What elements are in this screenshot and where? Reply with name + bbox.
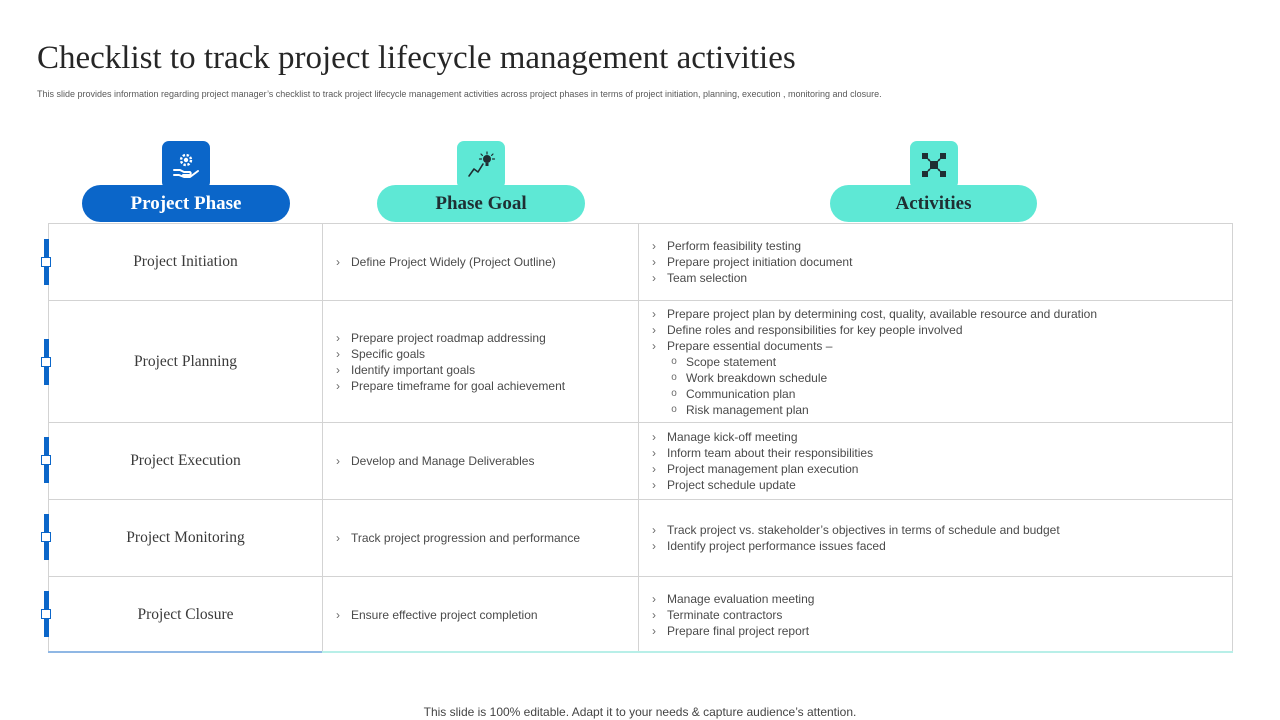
list-item	[647, 607, 814, 623]
list-item-text: Specific goals	[351, 346, 426, 361]
slide-subtitle: This slide provides information regarding project manager’s checklist to track project lifecycle management activities across project phases in terms of project initiation, planning, execution , monitoring and closure.	[37, 89, 882, 99]
goal-cell	[323, 577, 639, 652]
bullet-icon: ›	[652, 322, 656, 337]
header-activities: Activities	[830, 185, 1037, 222]
bullet-icon: ›	[336, 454, 340, 468]
list-item-text: Communication plan	[686, 386, 796, 401]
list-item-text: Prepare project initiation document	[667, 255, 853, 269]
list-item-text: Risk management plan	[686, 402, 809, 417]
bullet-icon: ›	[652, 478, 656, 492]
header-project-phase: Project Phase	[82, 185, 290, 222]
sub-bullet-icon: o	[671, 371, 677, 383]
bullet-icon: ›	[336, 255, 340, 269]
list-item-text: Perform feasibility testing	[667, 239, 802, 253]
goal-cell	[323, 500, 639, 576]
checklist-table	[48, 223, 1233, 653]
list-item-text: Work breakdown schedule	[686, 370, 828, 385]
table-row	[49, 577, 1232, 652]
phase-cell: Project Initiation	[49, 224, 323, 300]
bullet-icon: ›	[652, 539, 656, 553]
activities-cell	[639, 577, 1232, 652]
bullet-icon: ›	[336, 362, 340, 377]
table-bottom-accent-blue	[48, 651, 322, 653]
list-item	[331, 330, 565, 346]
phase-cell: Project Monitoring	[49, 500, 323, 576]
row-marker-node	[41, 455, 51, 465]
list-item	[647, 386, 1097, 402]
list-item-text: Define roles and responsibilities for key people involved	[667, 322, 963, 337]
bullet-icon: ›	[652, 462, 656, 476]
bullet-icon: ›	[652, 523, 656, 537]
activity-list	[647, 429, 873, 493]
list-item	[331, 530, 580, 546]
sub-bullet-icon: o	[671, 355, 677, 367]
network-icon	[910, 141, 958, 189]
list-item	[647, 370, 1097, 386]
table-bottom-accent-teal	[322, 651, 1233, 653]
list-item	[647, 354, 1097, 370]
list-item	[331, 453, 534, 469]
list-item-text: Develop and Manage Deliverables	[351, 454, 535, 468]
bullet-icon: ›	[336, 378, 340, 393]
list-item	[647, 306, 1097, 322]
list-item-text: Track project progression and performance	[351, 531, 580, 545]
list-item-text: Prepare final project report	[667, 623, 810, 638]
list-item	[331, 378, 565, 394]
list-item-text: Identify important goals	[351, 362, 476, 377]
list-item	[647, 461, 873, 477]
list-item	[647, 445, 873, 461]
list-item-text: Terminate contractors	[667, 607, 783, 622]
list-item	[647, 322, 1097, 338]
phase-cell: Project Closure	[49, 577, 323, 652]
activity-list	[647, 522, 1060, 554]
list-item-text: Scope statement	[686, 354, 777, 369]
list-item-text: Project schedule update	[667, 478, 796, 492]
list-item-text: Project management plan execution	[667, 462, 859, 476]
bullet-icon: ›	[652, 271, 656, 285]
list-item-text: Team selection	[667, 271, 748, 285]
table-row	[49, 301, 1232, 423]
list-item	[331, 346, 565, 362]
list-item-text: Track project vs. stakeholder’s objectives in terms of schedule and budget	[667, 523, 1060, 537]
bullet-icon: ›	[336, 531, 340, 545]
list-item	[647, 623, 814, 639]
row-marker-node	[41, 609, 51, 619]
list-item	[331, 362, 565, 378]
row-marker-node	[41, 532, 51, 542]
list-item	[647, 254, 852, 270]
phase-cell: Project Execution	[49, 423, 323, 499]
list-item-text: Manage kick-off meeting	[667, 430, 798, 444]
list-item	[647, 477, 873, 493]
list-item-text: Inform team about their responsibilities	[667, 446, 874, 460]
activity-list	[647, 591, 814, 639]
list-item-text: Prepare essential documents –	[667, 338, 833, 353]
row-marker-node	[41, 357, 51, 367]
activity-list	[647, 306, 1097, 418]
list-item	[647, 538, 1060, 554]
list-item-text: Prepare project plan by determining cost, quality, available resource and duration	[667, 306, 1098, 321]
goal-list	[331, 607, 538, 623]
table-row	[49, 423, 1232, 500]
growth-bulb-icon	[457, 141, 505, 189]
slide-title: Checklist to track project lifecycle management activities	[37, 40, 796, 76]
bullet-icon: ›	[652, 430, 656, 444]
row-marker-node	[41, 257, 51, 267]
goal-cell	[323, 301, 639, 422]
bullet-icon: ›	[652, 255, 656, 269]
bullet-icon: ›	[336, 607, 340, 622]
bullet-icon: ›	[652, 607, 656, 622]
sub-bullet-icon: o	[671, 403, 677, 415]
goal-cell	[323, 224, 639, 300]
sub-bullet-icon: o	[671, 387, 677, 399]
bullet-icon: ›	[336, 346, 340, 361]
list-item-text: Ensure effective project completion	[351, 607, 538, 622]
list-item-text: Prepare timeframe for goal achievement	[351, 378, 566, 393]
list-item	[647, 429, 873, 445]
list-item	[331, 254, 556, 270]
goal-list	[331, 254, 556, 270]
bullet-icon: ›	[652, 446, 656, 460]
list-item-text: Manage evaluation meeting	[667, 591, 815, 606]
activities-cell	[639, 301, 1232, 422]
slide-footer: This slide is 100% editable. Adapt it to your needs & capture audience’s attention.	[423, 705, 857, 719]
bullet-icon: ›	[652, 239, 656, 253]
bullet-icon: ›	[652, 623, 656, 638]
list-item	[647, 338, 1097, 354]
table-row	[49, 224, 1232, 301]
activities-cell	[639, 500, 1232, 576]
header-phase-goal: Phase Goal	[377, 185, 585, 222]
phase-cell: Project Planning	[49, 301, 323, 422]
table-row	[49, 500, 1232, 577]
list-item-text: Identify project performance issues faced	[667, 539, 886, 553]
activities-cell	[639, 224, 1232, 300]
list-item-text: Prepare project roadmap addressing	[351, 330, 546, 345]
bullet-icon: ›	[336, 330, 340, 345]
list-item	[331, 607, 538, 623]
bullet-icon: ›	[652, 306, 656, 321]
goal-cell	[323, 423, 639, 499]
list-item	[647, 402, 1097, 418]
activity-list	[647, 238, 852, 286]
list-item	[647, 522, 1060, 538]
goal-list	[331, 330, 565, 394]
list-item	[647, 238, 852, 254]
activities-cell	[639, 423, 1232, 499]
list-item	[647, 270, 852, 286]
goal-list	[331, 530, 580, 546]
list-item	[647, 591, 814, 607]
hand-gear-icon	[162, 141, 210, 189]
goal-list	[331, 453, 534, 469]
list-item-text: Define Project Widely (Project Outline)	[351, 255, 556, 269]
bullet-icon: ›	[652, 338, 656, 353]
bullet-icon: ›	[652, 591, 656, 606]
